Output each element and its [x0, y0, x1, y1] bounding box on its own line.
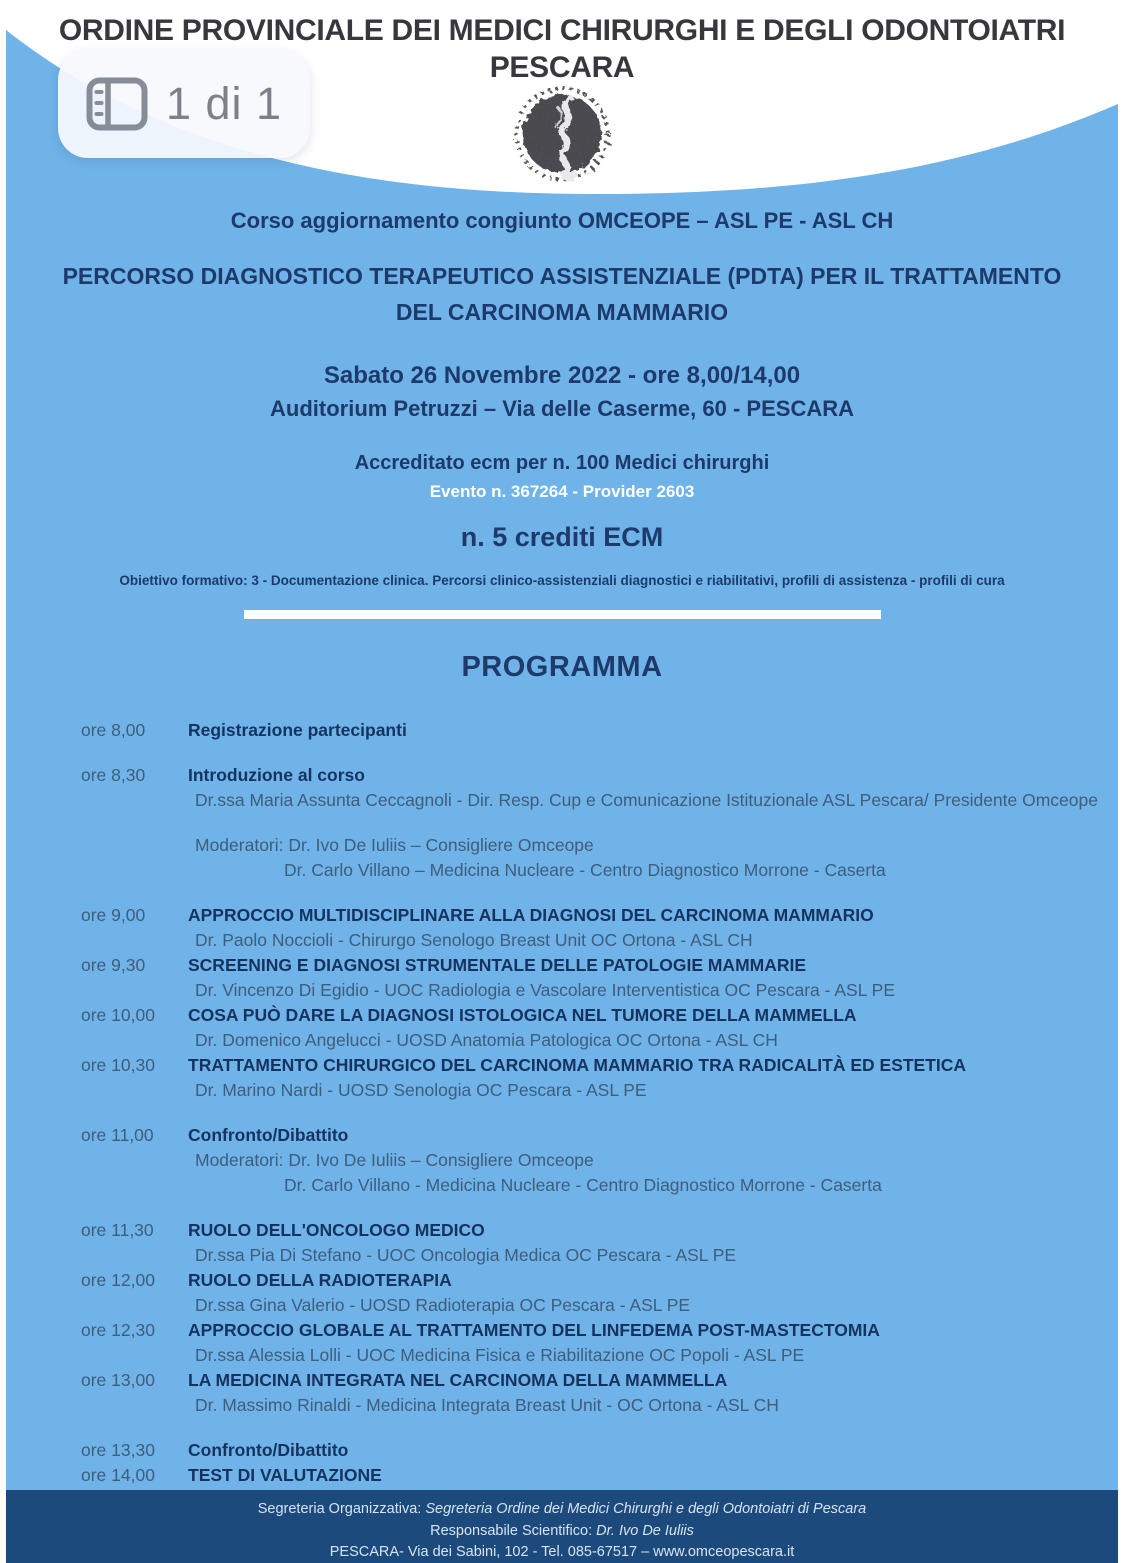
- program-text: Moderatori: Dr. Ivo De Iuliis – Consigliere Omceope: [195, 835, 594, 855]
- program-text: RUOLO DELL'ONCOLOGO MEDICO: [188, 1220, 485, 1240]
- flyer-page: [6, 0, 1118, 1563]
- program-gap: [81, 743, 1098, 763]
- divider-bar: [244, 610, 881, 619]
- program-row: [81, 1393, 1098, 1417]
- program-row: [81, 1293, 1098, 1317]
- program-text: SCREENING E DIAGNOSI STRUMENTALE DELLE PATOLOGIE MAMMARIE: [188, 955, 807, 975]
- program-row: [81, 718, 1098, 742]
- program-text: Dr.ssa Alessia Lolli - UOC Medicina Fisica e Riabilitazione OC Popoli - ASL PE: [195, 1345, 805, 1365]
- footer: [6, 1490, 1118, 1563]
- program-text: TEST DI VALUTAZIONE: [188, 1465, 382, 1485]
- program-text: Moderatori: Dr. Ivo De Iuliis – Consigliere Omceope: [195, 1150, 594, 1170]
- program-row: [81, 1243, 1098, 1267]
- program-gap: [81, 813, 1098, 833]
- program-row: [81, 1368, 1098, 1392]
- program-time: [81, 1243, 188, 1267]
- program-text: Dr.ssa Pia Di Stefano - UOC Oncologia Medica OC Pescara - ASL PE: [195, 1245, 737, 1265]
- formative-objective-line: Obiettivo formativo: 3 - Documentazione clinica. Percorsi clinico-assistenziali diagnostici e riabilitativi, profili di assistenza - profili di cura: [119, 573, 1005, 588]
- program-row: [81, 833, 1098, 857]
- program-row: [81, 763, 1098, 787]
- event-date: Sabato 26 Novembre 2022 - ore 8,00/14,00: [323, 362, 801, 389]
- program-time: [81, 833, 188, 857]
- ecm-credits-line: n. 5 crediti ECM: [460, 522, 664, 552]
- program-row: [81, 1343, 1098, 1367]
- program-text: TRATTAMENTO CHIRURGICO DEL CARCINOMA MAMMARIO TRA RADICALITÀ ED ESTETICA: [188, 1055, 967, 1075]
- program-text: Introduzione al corso: [188, 765, 365, 785]
- program-time: [81, 1148, 188, 1172]
- program-time: ore 10,30: [81, 1055, 155, 1075]
- footer-line2: [6, 1521, 1118, 1543]
- program-text: Dr. Vincenzo Di Egidio - UOC Radiologia e Vascolare Interventistica OC Pescara - ASL PE: [195, 980, 895, 1000]
- program-row: [81, 788, 1098, 812]
- program-row: [81, 1028, 1098, 1052]
- program-gap: [81, 1198, 1098, 1218]
- program-time: [81, 1343, 188, 1367]
- program-time: [81, 788, 188, 812]
- footer-line3: PESCARA- Via dei Sabini, 102 - Tel. 085-67517 – www.omceopescara.it: [329, 1544, 795, 1560]
- program-row: [81, 1438, 1098, 1462]
- program-text: Dr. Domenico Angelucci - UOSD Anatomia Patologica OC Ortona - ASL CH: [195, 1030, 778, 1050]
- program-text: LA MEDICINA INTEGRATA NEL CARCINOMA DELLA MAMMELLA: [188, 1370, 728, 1390]
- accreditation-line: Accreditato ecm per n. 100 Medici chirurghi: [354, 452, 770, 474]
- program-time: [81, 928, 188, 952]
- program-gap: [81, 883, 1098, 903]
- program-gap: [81, 1418, 1098, 1438]
- program-text: Dr. Carlo Villano - Medicina Nucleare - Centro Diagnostico Morrone - Caserta: [284, 1175, 882, 1195]
- page-title-line1: ORDINE PROVINCIALE DEI MEDICI CHIRURGHI E DEGLI ODONTOIATRI: [58, 14, 1066, 47]
- program-time: [81, 1078, 188, 1102]
- footer-line2-label: Responsabile Scientifico:: [430, 1522, 597, 1539]
- program-time: [81, 1028, 188, 1052]
- program-row: [81, 1003, 1098, 1027]
- page-thumbnails-icon: [86, 77, 148, 131]
- page-indicator-pill[interactable]: [58, 50, 310, 158]
- program-text: Dr. Paolo Noccioli - Chirurgo Senologo Breast Unit OC Ortona - ASL CH: [195, 930, 753, 950]
- program-row: [81, 1463, 1098, 1487]
- program-text: Dr. Massimo Rinaldi - Medicina Integrata Breast Unit - OC Ortona - ASL CH: [195, 1395, 779, 1415]
- medical-order-seal-logo: [509, 82, 615, 188]
- program-time: ore 12,30: [81, 1320, 155, 1340]
- program-text: Registrazione partecipanti: [188, 720, 407, 740]
- program-time: [81, 978, 188, 1002]
- program-time: ore 9,00: [81, 905, 146, 925]
- program-row: [81, 903, 1098, 927]
- event-venue: Auditorium Petruzzi – Via delle Caserme, 60 - PESCARA: [270, 396, 854, 421]
- program-row: [81, 858, 1098, 882]
- program-time: ore 13,30: [81, 1440, 155, 1460]
- program-text: COSA PUÒ DARE LA DIAGNOSI ISTOLOGICA NEL TUMORE DELLA MAMMELLA: [188, 1005, 857, 1025]
- program-time: ore 10,00: [81, 1005, 155, 1025]
- program-text: Dr. Carlo Villano – Medicina Nucleare - Centro Diagnostico Morrone - Caserta: [284, 860, 886, 880]
- program-row: [81, 1268, 1098, 1292]
- footer-line1-italic: Segreteria Ordine dei Medici Chirurghi e degli Odontoiatri di Pescara: [425, 1501, 867, 1517]
- program-text: Dr.ssa Gina Valerio - UOSD Radioterapia OC Pescara - ASL PE: [195, 1295, 691, 1315]
- program-row: [81, 1123, 1098, 1147]
- program-text: Confronto/Dibattito: [188, 1440, 349, 1460]
- program-time: ore 8,30: [81, 765, 146, 785]
- footer-line1: [6, 1499, 1118, 1521]
- program-time: ore 8,00: [81, 720, 146, 740]
- program-time: [81, 1393, 188, 1417]
- program-time: ore 11,00: [81, 1125, 154, 1145]
- program-row: [81, 1173, 1098, 1197]
- program-heading: PROGRAMMA: [461, 651, 663, 683]
- program-row: [81, 1078, 1098, 1102]
- program-time: [81, 1293, 188, 1317]
- program-text: Confronto/Dibattito: [188, 1125, 349, 1145]
- program-text: APPROCCIO GLOBALE AL TRATTAMENTO DEL LINFEDEMA POST-MASTECTOMIA: [188, 1320, 880, 1340]
- program-row: [81, 978, 1098, 1002]
- program-row: [81, 953, 1098, 977]
- program-text: RUOLO DELLA RADIOTERAPIA: [188, 1270, 452, 1290]
- program-time: [81, 858, 188, 882]
- program-text: Dr.ssa Maria Assunta Ceccagnoli - Dir. Resp. Cup e Comunicazione Istituzionale ASL Pescara/ Presidente Omceope: [195, 790, 1098, 810]
- program-time: ore 13,00: [81, 1370, 155, 1390]
- program-time: ore 9,30: [81, 955, 146, 975]
- footer-line2-italic: Dr. Ivo De Iuliis: [596, 1522, 694, 1539]
- page-indicator-label: 1 di 1: [165, 78, 283, 129]
- program-row: [81, 1053, 1098, 1077]
- event-provider-line: Evento n. 367264 - Provider 2603: [429, 482, 695, 501]
- course-subtitle: Corso aggiornamento congiunto OMCEOPE – ASL PE - ASL CH: [230, 208, 894, 233]
- program-gap: [81, 1103, 1098, 1123]
- flyer-content: [6, 196, 1118, 1488]
- program-time: ore 11,30: [81, 1220, 154, 1240]
- program-time: [81, 1173, 188, 1197]
- program-time: ore 14,00: [81, 1465, 155, 1485]
- course-main-title: PERCORSO DIAGNOSTICO TERAPEUTICO ASSISTENZIALE (PDTA) PER IL TRATTAMENTO DEL CARCINOMA MAMMARIO: [62, 263, 1062, 325]
- program-text: Dr. Marino Nardi - UOSD Senologia OC Pescara - ASL PE: [195, 1080, 647, 1100]
- program-row: [81, 1148, 1098, 1172]
- program-list: [6, 718, 1118, 1487]
- page-title-line2: PESCARA: [489, 51, 635, 84]
- program-row: [81, 1318, 1098, 1342]
- program-text: APPROCCIO MULTIDISCIPLINARE ALLA DIAGNOSI DEL CARCINOMA MAMMARIO: [188, 905, 874, 925]
- footer-line1-label: Segreteria Organizzativa:: [257, 1501, 426, 1517]
- program-time: ore 12,00: [81, 1270, 155, 1290]
- program-row: [81, 1218, 1098, 1242]
- program-row: [81, 928, 1098, 952]
